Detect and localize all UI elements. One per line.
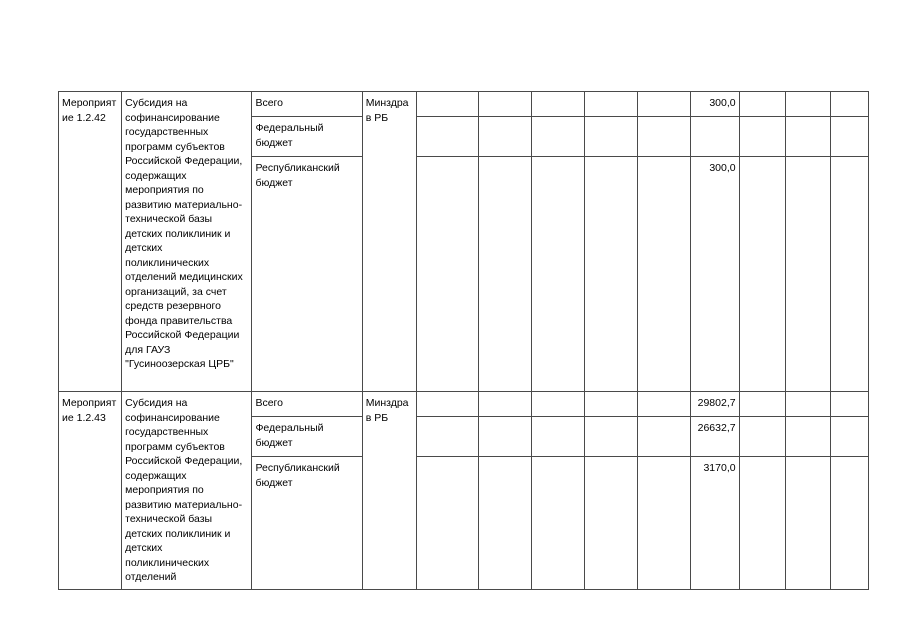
empty-cell xyxy=(785,392,830,417)
empty-cell xyxy=(478,457,531,590)
empty-cell xyxy=(416,457,478,590)
measure-code: Мероприятие 1.2.43 xyxy=(59,392,122,590)
empty-cell xyxy=(478,417,531,457)
empty-cell xyxy=(478,117,531,157)
funding-source: Всего xyxy=(252,92,362,117)
empty-cell xyxy=(638,157,691,392)
empty-cell xyxy=(585,417,638,457)
empty-cell xyxy=(785,92,830,117)
empty-cell xyxy=(638,392,691,417)
empty-cell xyxy=(785,457,830,590)
empty-cell xyxy=(532,392,585,417)
empty-cell xyxy=(739,117,785,157)
empty-cell xyxy=(830,92,868,117)
funding-value: 29802,7 xyxy=(691,392,739,417)
table-row xyxy=(59,92,869,117)
funding-source: Республиканский бюджет xyxy=(252,157,362,392)
empty-cell xyxy=(830,117,868,157)
empty-cell xyxy=(478,157,531,392)
executor: Минздрав РБ xyxy=(362,392,416,590)
empty-cell xyxy=(830,157,868,392)
empty-cell xyxy=(739,457,785,590)
empty-cell xyxy=(830,417,868,457)
empty-cell xyxy=(830,457,868,590)
empty-cell xyxy=(585,92,638,117)
empty-cell xyxy=(416,392,478,417)
empty-cell xyxy=(585,157,638,392)
empty-cell xyxy=(785,157,830,392)
empty-cell xyxy=(532,117,585,157)
measure-description: Субсидия на софинансирование государственных программ субъектов Российской Федерации, содержащих мероприятия по развитию материально-технической базы детских поликлиник и детских поликлинических отделений xyxy=(122,392,252,590)
empty-cell xyxy=(638,457,691,590)
empty-cell xyxy=(739,92,785,117)
empty-cell xyxy=(478,92,531,117)
funding-value: 26632,7 xyxy=(691,417,739,457)
funding-source: Федеральный бюджет xyxy=(252,117,362,157)
funding-value: 300,0 xyxy=(691,157,739,392)
empty-cell xyxy=(785,417,830,457)
empty-cell xyxy=(478,392,531,417)
empty-cell xyxy=(532,417,585,457)
empty-cell xyxy=(416,117,478,157)
measure-code: Мероприятие 1.2.42 xyxy=(59,92,122,392)
funding-value: 3170,0 xyxy=(691,457,739,590)
empty-cell xyxy=(638,117,691,157)
empty-cell xyxy=(739,417,785,457)
empty-cell xyxy=(585,457,638,590)
empty-cell xyxy=(638,417,691,457)
funding-source: Федеральный бюджет xyxy=(252,417,362,457)
funding-value xyxy=(691,117,739,157)
program-measures-table xyxy=(58,91,869,590)
empty-cell xyxy=(638,92,691,117)
funding-value: 300,0 xyxy=(691,92,739,117)
measure-description: Субсидия на софинансирование государственных программ субъектов Российской Федерации, содержащих мероприятия по развитию материально-технической базы детских поликлиник и детских поликлинических отделений медицинских организаций, за счет средств резервного фонда правительства Российской Федерации для ГАУЗ "Гусиноозерская ЦРБ" xyxy=(122,92,252,392)
empty-cell xyxy=(532,157,585,392)
empty-cell xyxy=(416,92,478,117)
executor: Минздрав РБ xyxy=(362,92,416,392)
empty-cell xyxy=(739,392,785,417)
table-row xyxy=(59,392,869,417)
empty-cell xyxy=(416,417,478,457)
empty-cell xyxy=(585,117,638,157)
funding-source: Республиканский бюджет xyxy=(252,457,362,590)
funding-source: Всего xyxy=(252,392,362,417)
empty-cell xyxy=(739,157,785,392)
empty-cell xyxy=(532,457,585,590)
empty-cell xyxy=(785,117,830,157)
empty-cell xyxy=(416,157,478,392)
empty-cell xyxy=(585,392,638,417)
empty-cell xyxy=(532,92,585,117)
empty-cell xyxy=(830,392,868,417)
